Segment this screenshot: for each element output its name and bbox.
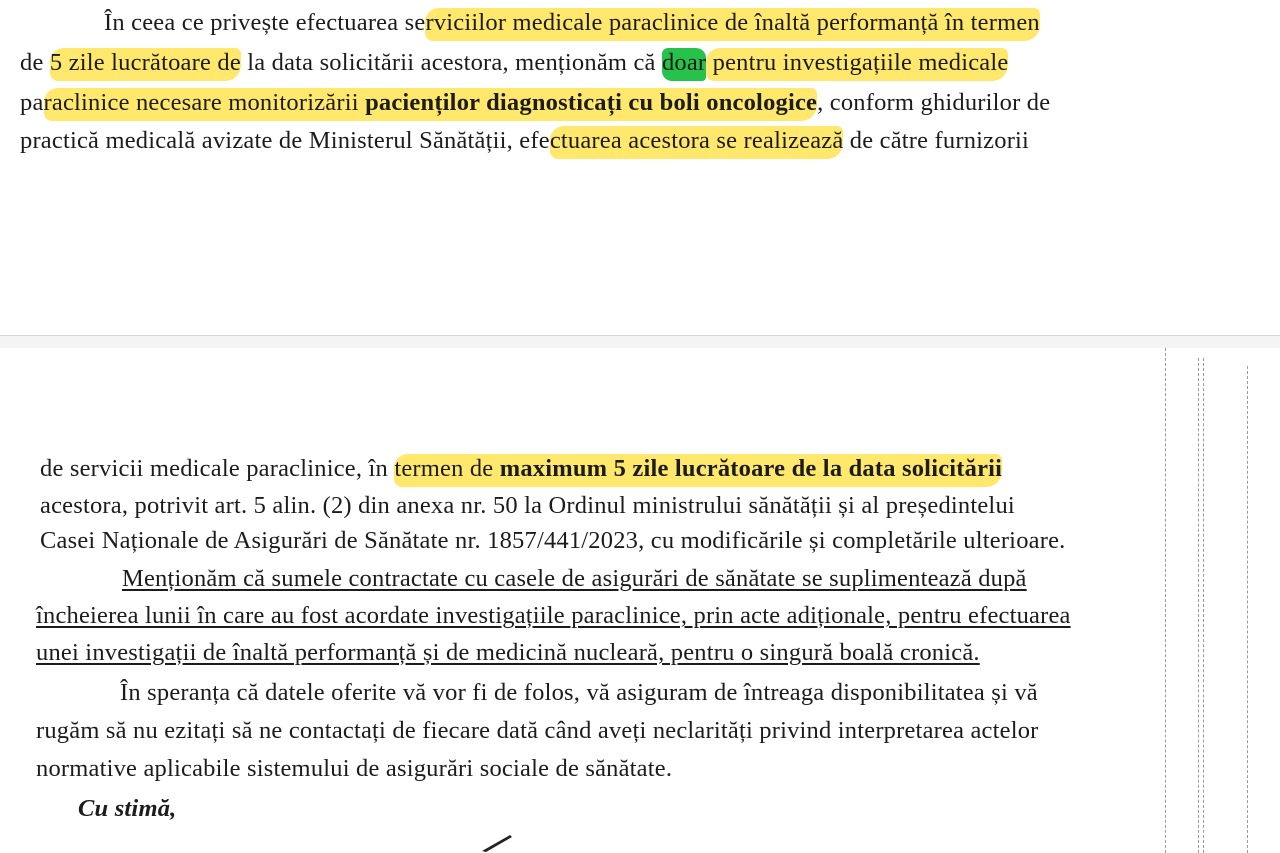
paragraph-line-1: În ceea ce privește efectuarea serviciilor medicale paraclinice de înaltă performanță în termen (104, 8, 1040, 38)
highlight-yellow: pentru investigațiile medicale (706, 48, 1008, 81)
paragraph-line-1: de servicii medicale paraclinice, în termen de maximum 5 zile lucrătoare de la data solicitării (40, 454, 1002, 484)
highlight-yellow: termen de maximum 5 zile lucrătoare de la data solicitării (394, 454, 1002, 487)
paragraph-line-2: acestora, potrivit art. 5 alin. (2) din anexa nr. 50 la Ordinul ministrului sănătății și al președintelui (40, 492, 1015, 519)
paragraph-line-4: practică medicală avizate de Ministerul Sănătății, efectuarea acestora se realizează de către furnizorii (20, 126, 1029, 156)
closing-salutation: Cu stimă, (78, 795, 177, 822)
underlined-line-1: Menționăm că sumele contractate cu casele de asigurări de sănătate se suplimentează după (122, 565, 1027, 592)
highlight-yellow: 5 zile lucrătoare de (50, 48, 241, 81)
scan-edge-line (1165, 348, 1166, 853)
paragraph-line-3: Casei Naționale de Asigurări de Sănătate nr. 1857/441/2023, cu modificările și completările ulterioare. (40, 527, 1066, 554)
scanned-page-bottom (0, 348, 1280, 853)
paragraph-line-7: În speranța că datele oferite vă vor fi de folos, vă asiguram de întreaga disponibilitatea și vă (120, 679, 1038, 706)
underlined-line-2: încheierea lunii în care au fost acordate investigațiile paraclinice, prin acte adiționale, pentru efectuarea (36, 602, 1071, 629)
paragraph-line-8: rugăm să nu ezitați să ne contactați de fiecare dată când aveți neclarități privind interpretarea actelor (36, 717, 1039, 744)
scan-edge-line (1203, 358, 1204, 853)
highlight-green: doar (662, 48, 706, 81)
highlight-yellow: raclinice necesare monitorizării pacienților diagnosticați cu boli oncologice (44, 88, 818, 121)
underlined-line-3: unei investigații de înaltă performanță și de medicină nucleară, pentru o singură boală cronică. (36, 639, 980, 666)
paragraph-line-2: de 5 zile lucrătoare de la data solicitării acestora, menționăm că doar pentru investigațiile medicale (20, 48, 1008, 78)
highlight-yellow: rviciilor medicale paraclinice de înaltă performanță în termen (425, 8, 1039, 41)
paragraph-line-3: paraclinice necesare monitorizării pacienților diagnosticați cu boli oncologice, conform ghidurilor de (20, 88, 1050, 118)
paragraph-line-9: normative aplicabile sistemului de asigurări sociale de sănătate. (36, 755, 673, 782)
scan-edge-line (1247, 366, 1248, 853)
highlight-yellow: ctuarea acestora se realizează (550, 126, 844, 159)
signature-stroke (480, 831, 520, 853)
scanned-page-top (0, 0, 1280, 335)
scan-edge-line (1198, 358, 1199, 853)
page-separator (0, 335, 1280, 349)
